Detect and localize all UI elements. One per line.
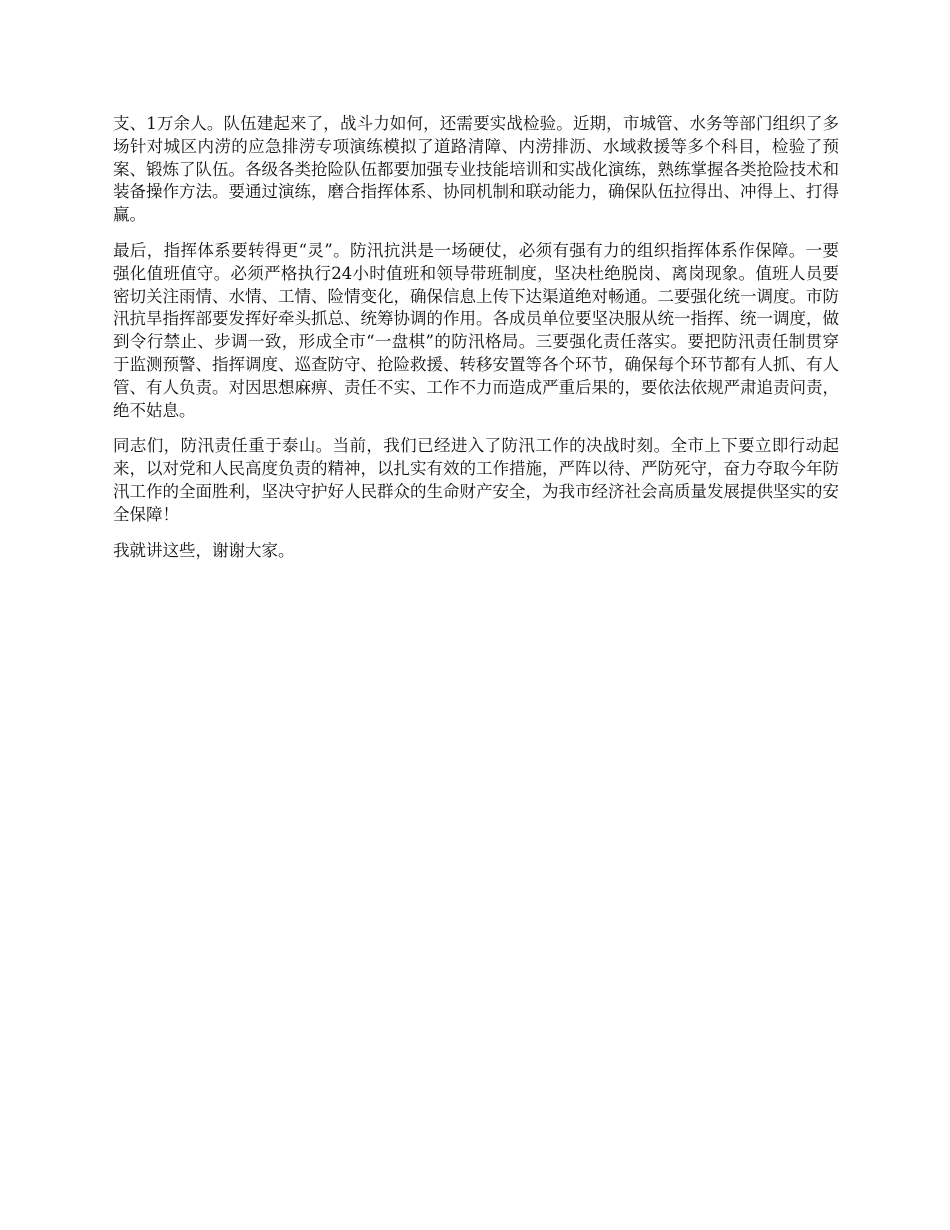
paragraph-team-drills: 支、1万余人。队伍建起来了，战斗力如何，还需要实战检验。近期，市城管、水务等部门组织了多场针对城区内涝的应急排涝专项演练模拟了道路清障、内涝排沥、水域救援等多个科目，检验了预案、锻炼了队伍。各级各类抢险队伍都要加强专业技能培训和实战化演练，熟练掌握各类抢险技术和装备操作方法。要通过演练，磨合指挥体系、协同机制和联动能力，确保队伍拉得出、冲得上、打得赢。 (113, 114, 839, 225)
document-body (113, 113, 839, 575)
paragraph-thanks: 我就讲这些，谢谢大家。 (113, 540, 295, 560)
paragraph-command-system: 最后，指挥体系要转得更“灵”。防汛抗洪是一场硬仗，必须有强有力的组织指挥体系作保障。一要强化值班值守。必须严格执行24小时值班和领导带班制度，坚决杜绝脱岗、离岗现象。值班人员要密切关注雨情、水情、工情、险情变化，确保信息上传下达渠道绝对畅通。二要强化统一调度。市防汛抗旱指挥部要发挥好牵头抓总、统筹协调的作用。各成员单位要坚决服从统一指挥、统一调度，做到令行禁止、步调一致，形成全市“一盘棋”的防汛格局。三要强化责任落实。要把防汛责任制贯穿于监测预警、指挥调度、巡查防守、抢险救援、转移安置等各个环节，确保每个环节都有人抓、有人管、有人负责。对因思想麻痹、责任不实、工作不力而造成严重后果的，要依法依规严肃追责问责，绝不姑息。 (113, 240, 839, 420)
paragraph-closing-call: 同志们，防汛责任重于泰山。当前，我们已经进入了防汛工作的决战时刻。全市上下要立即行动起来，以对党和人民高度负责的精神，以扎实有效的工作措施，严阵以待、严防死守，奋力夺取今年防汛工作的全面胜利，坚决守护好人民群众的生命财产安全，为我市经济社会高质量发展提供坚实的安全保障！ (113, 436, 839, 524)
